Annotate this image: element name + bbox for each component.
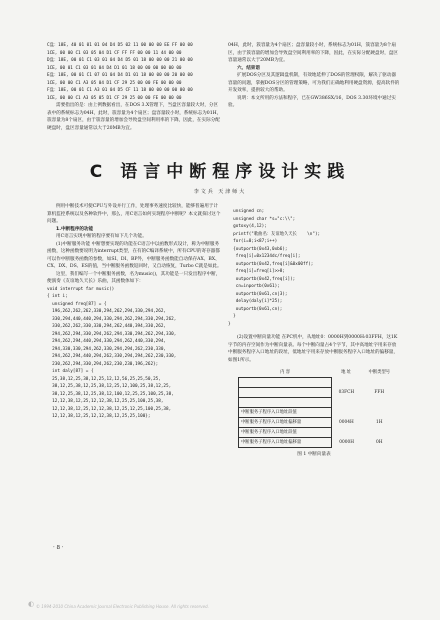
table-cell-type bbox=[361, 428, 397, 438]
prev-article-right-paragraph-2: 扩展DOS分区及其逻辑盘机制，有效地延伸了DOS的管理权限，解决了驱动器容量的问题，掌握DOS分区的管理策略，可为我们正确地利用硬盘资源，提高软件的开发效率，提供较大的帮助。 bbox=[228, 73, 400, 93]
copyright-footer: © 1994-2010 China Academic Journal Electronic Publishing House. All rights reserved. bbox=[36, 604, 209, 609]
prev-article-heading: 六、结束语 bbox=[237, 65, 260, 71]
code-line: void interrupt far music() bbox=[47, 286, 115, 292]
table-cell-address: 0000H bbox=[339, 439, 354, 445]
table-cell-type: 1H bbox=[376, 419, 383, 425]
code-line: for(i=0;i<87;i++) bbox=[228, 239, 278, 244]
paragraph-1: 用C语言实现中断的程序要有如下几个功能。 bbox=[56, 234, 147, 239]
code-line: gotoxy(4,12); bbox=[228, 224, 267, 229]
table-row bbox=[239, 398, 398, 408]
code-line: C盘：18E, 40 01 01 01 04 D4 D5 02 11 00 00 00 EE FF 00 00 bbox=[47, 43, 193, 48]
code-line: 196,262,262,262,330,294,262,294,330,294,262, bbox=[47, 309, 166, 314]
code-line: 294,262,294,440,294,330,294,262,440,330,294, bbox=[47, 339, 166, 344]
page-number: · 8 · bbox=[53, 545, 64, 551]
code-line: 12,12,38,12,25,12,12,38,12,25,25,100}; bbox=[47, 414, 151, 419]
table-cell-type: FFH bbox=[374, 389, 385, 395]
article-intro: 例用中断技术可使CPU与外设并行工作，处理事务速度比较快，能够普遍用于计算机监控系统以及各种软件中，那么，用C语言如何实现程序中断呢？本文就探讨这个问题。 bbox=[47, 204, 221, 224]
code-line: 38,12,25,38,12,25,38,12,25,12,100,25,38,12,25, bbox=[47, 384, 172, 389]
code-line: } bbox=[228, 321, 231, 327]
code-line: 1CE, 00 00 C1 A3 05 04 D1 CF 29 25 00 00 FE 00 00 00 bbox=[47, 80, 182, 86]
table-cell-type bbox=[361, 408, 397, 418]
paragraph-2: (1)中断服务功能 中断想要实现的功能在C语言中以函数形式设计，称为中断服务函数，这种函数要说明为interrupt类型，在有的C编译系统中，所有CPU的寄存器都可以作中断服务函数的参数，如SI、DI、BP外，中断服务函数能自动保存AX、BX、CX、DX、DS、ES的值，当中断服务函数返回时，又自动恢复，Turbo C就是如此。 bbox=[47, 241, 222, 269]
code-line: outportb(0x42,freq[i]); bbox=[228, 276, 296, 282]
table-row bbox=[239, 378, 398, 388]
code-line: { int i; bbox=[47, 294, 68, 299]
table-row bbox=[239, 428, 398, 438]
code-line: 294,330,330,294,262,330,294,294,262,230,330, bbox=[47, 346, 166, 352]
article-right-column bbox=[228, 208, 400, 459]
code-line: outportb(0x61,cn); bbox=[228, 306, 283, 312]
table-cell-address: 03FCH bbox=[338, 389, 355, 395]
prev-article-left-column bbox=[47, 42, 222, 132]
table-cell-address bbox=[332, 378, 361, 388]
prev-article-right-paragraph-3: 说明：本文所用的方法和程序，已在GW386SX/16，DOS 3.30环境中通过实验。 bbox=[228, 95, 396, 108]
code-line: 294,262,294,440,294,262,330,294,294,262,230,330, bbox=[47, 354, 177, 359]
code-line: cn=inportb(0x61); bbox=[228, 284, 280, 289]
table-cell-type: 0H bbox=[376, 439, 383, 445]
table-row bbox=[239, 388, 398, 398]
table-cell-address bbox=[332, 398, 361, 408]
table-cell-address bbox=[332, 408, 361, 418]
code-line: outportb(0x61,cn|3); bbox=[228, 291, 288, 297]
table-header-type: 中断类型号 bbox=[368, 370, 390, 375]
table-cell-address: 0004H bbox=[339, 419, 354, 425]
code-line: 25,38,12,25,38,12,25,12,12,56,25,25,50,25, bbox=[47, 376, 161, 382]
table-row bbox=[239, 408, 398, 418]
table-cell-content: 中断服务子程序入口地址段值 bbox=[239, 428, 332, 438]
code-line: } bbox=[228, 314, 236, 319]
code-line: printf("歌曲名：友谊地久天长 \n"); bbox=[228, 231, 321, 237]
code-line: outportb(0x42,freq[i]&0x00ff); bbox=[228, 261, 314, 267]
prev-article-right-paragraph-1: 04H，此时，簇容量为4个扇区；盘容量较小时，系统标志为01H，簇容量为8个扇区，由于簇容量的增加会导致盘空间利用率的下降，因此，在实际分配硬盘时，盘区容量通常以大于20MB为宜。 bbox=[228, 43, 398, 63]
code-line: int daly[87] = { bbox=[47, 369, 94, 374]
code-listing-right bbox=[228, 208, 400, 328]
table-cell-type bbox=[361, 378, 397, 388]
code-line: 38,12,25,38,12,25,38,12,100,12,25,25,100,25,38, bbox=[47, 391, 174, 397]
code-line: 12,12,38,12,25,12,12,38,12,25,12,25,100,25,38, bbox=[47, 406, 172, 412]
code-line: delay(daly[i]*25); bbox=[228, 299, 283, 304]
table-row bbox=[239, 418, 398, 428]
code-line: F盘：18E, 00 01 C1 A3 01 04 D5 CF 11 18 00 00 00 00 00 00 bbox=[47, 88, 193, 93]
paragraph-4: (2)设置中断向量功能 在PC机中，从地址0：0000H到0000H:03FFH，这1K字节的内存空间作为中断向量表。每个中断向量占4个字节，其中高地址字用来存放中断服务程序入口地址的段址，低地址字用来存放中断服务程序入口地址的偏移量，如图1所示。 bbox=[228, 335, 398, 363]
code-line: D盘：18E, 00 01 C1 03 01 04 D4 D5 01 18 00 00 00 21 00 00 bbox=[47, 58, 193, 63]
table-body bbox=[239, 378, 398, 448]
article-left-column bbox=[47, 203, 222, 421]
footer-logo-icon: ◐ bbox=[28, 600, 35, 608]
code-line: 1CE, 00 01 C1 03 01 04 D4 D1 01 18 00 00 00 00 00 00 bbox=[47, 65, 182, 71]
table-cell-content bbox=[239, 378, 332, 388]
interrupt-vector-table bbox=[238, 368, 398, 448]
code-line: 1CE, 00 00 C1 A3 05 05 D1 CF 29 25 00 00 FE 00 00 00 bbox=[47, 95, 182, 101]
code-line: unsigned freq[87] = { bbox=[47, 301, 107, 307]
prev-article-right-column bbox=[228, 42, 400, 110]
code-line: unsigned char *s="c:\\"; bbox=[228, 216, 296, 222]
code-line: freq[i]=freq[i]>>8; bbox=[228, 269, 285, 274]
table-cell-type bbox=[361, 398, 397, 408]
code-line: 330,262,262,330,330,294,262,440,394,330,262, bbox=[47, 324, 166, 329]
table-row bbox=[239, 438, 398, 448]
paragraph-3: 这里，我们编写一个中断服务函数，名为music()，其功能是一只发出程序中断，便演奏《友谊地久天长》乐曲，其函数体如下： bbox=[47, 271, 221, 284]
code-line: 330,294,440,440,294,330,294,262,294,330,294,262, bbox=[47, 316, 177, 322]
table-cell-content bbox=[239, 398, 332, 408]
code-line: unsigned cn; bbox=[228, 209, 265, 214]
article-authors: 李文兵 天津师大 bbox=[193, 189, 247, 195]
code-line: 294,262,294,330,294,262,294,330,294,262,294,330, bbox=[47, 331, 177, 337]
code-line: 12,12,38,12,25,12,12,38,12,25,25,100,25,38, bbox=[47, 399, 164, 404]
article-title: C 语言中断程序设计实践 bbox=[89, 162, 351, 182]
partition-dump bbox=[47, 42, 222, 102]
figure-caption: 图 1 中断向量表 bbox=[297, 452, 331, 457]
table-cell-content: 中断服务子程序入口地址段值 bbox=[239, 408, 332, 418]
code-line: 230,262,294,330,294,262,230,230,196,262}; bbox=[47, 361, 159, 367]
table-cell-content: 中断服务子程序入口地址偏移量 bbox=[239, 418, 332, 428]
table-header-address: 地 址 bbox=[341, 370, 352, 375]
table-header-content: 内 容 bbox=[280, 369, 291, 375]
table-cell-content bbox=[239, 388, 332, 398]
code-line: freq[i]=0x1234dc/freq[i]; bbox=[228, 254, 301, 259]
code-line: 1CE, 00 00 C1 03 05 04 D1 CF FF FF 00 00 11 44 00 00 bbox=[47, 50, 182, 56]
prev-article-paragraph: 需要指出的是：由上例数据看出，在DOS 3.X管理下，当盘区容量较大时，分区表中的系统标志为04H，此时，簇容量为4个扇区；盘容量较小时，系统标志为01H，簇容量为8个扇区，由于簇容量的增加会导致盘空间利用率的下降，因此，在实际分配硬盘时，盘区容量通常以大于20MB为宜。 bbox=[47, 103, 222, 131]
table-cell-address bbox=[332, 428, 361, 438]
table-cell-content: 中断服务子程序入口地址偏移量 bbox=[239, 438, 332, 448]
code-line: {outportb(0x43,0xb6); bbox=[228, 246, 288, 252]
code-listing-left bbox=[47, 286, 222, 421]
section-heading-1: 1.中断程序的功能 bbox=[56, 226, 94, 232]
table-header-row bbox=[239, 368, 398, 378]
code-line: E盘：18E, 00 01 C1 07 01 04 D4 D1 01 18 00 00 00 20 00 00 bbox=[47, 73, 193, 78]
